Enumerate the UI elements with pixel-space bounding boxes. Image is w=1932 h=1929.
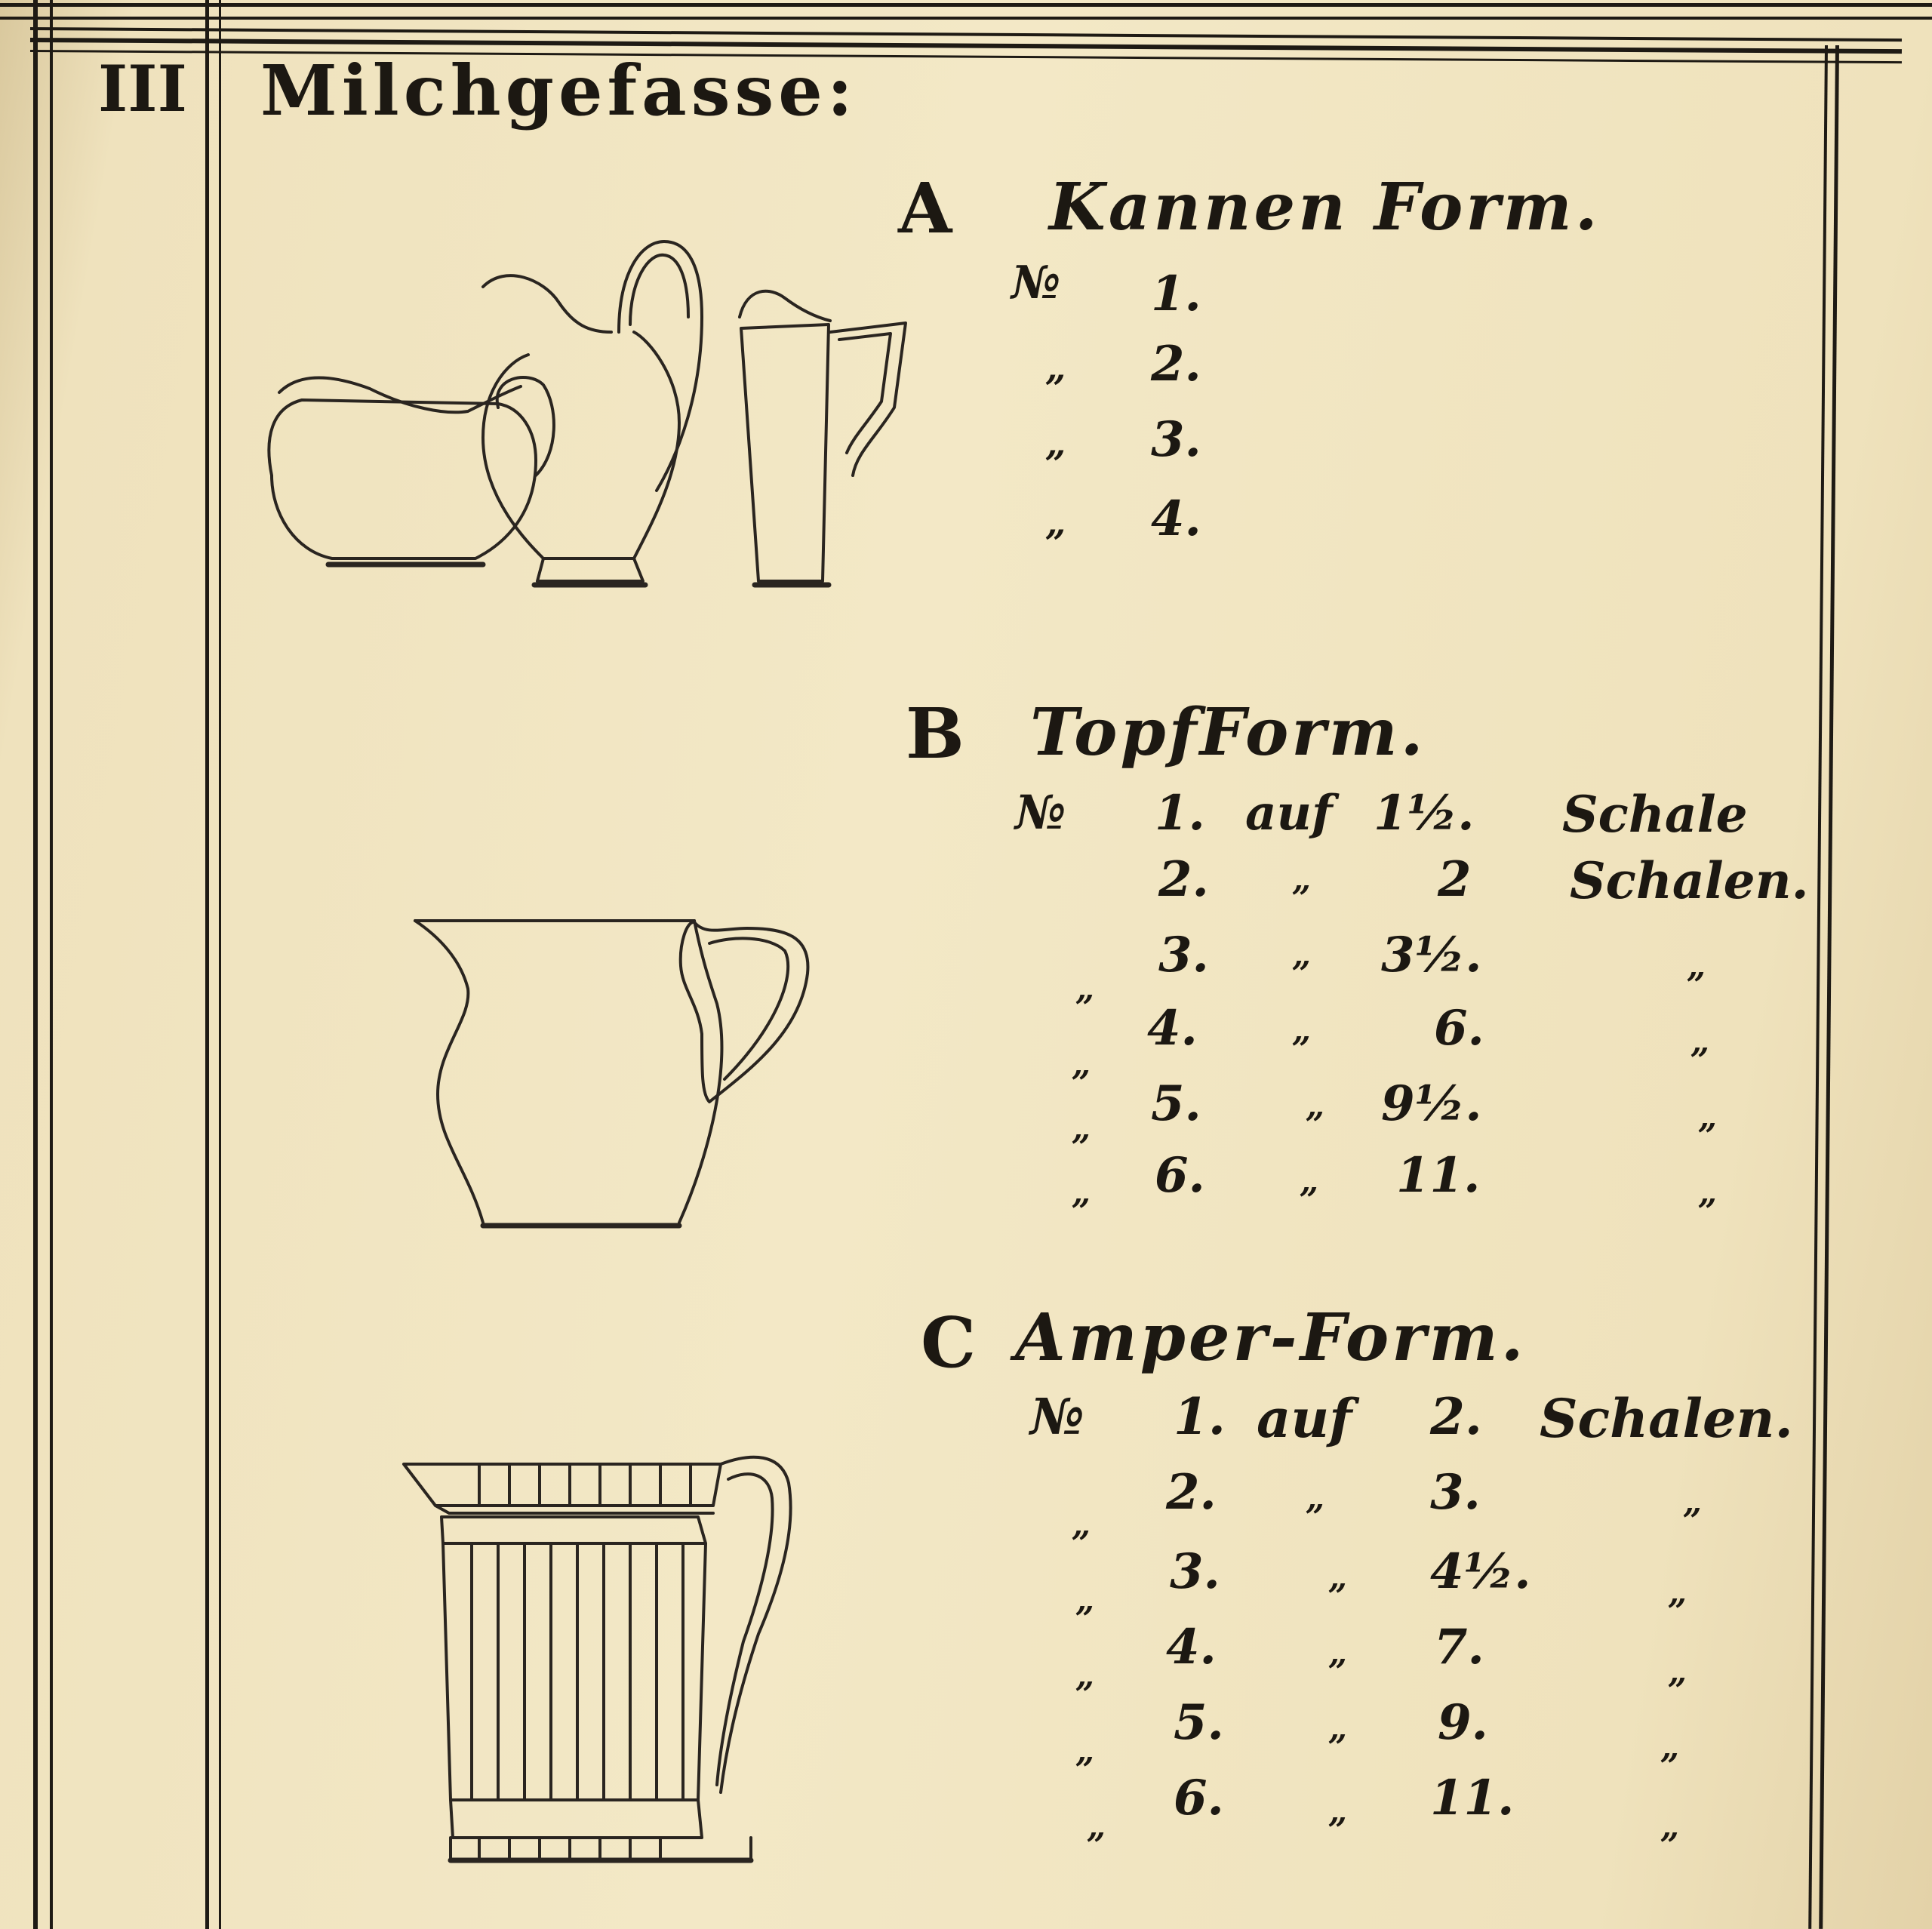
size-number: 5. (1174, 1694, 1224, 1751)
list-marker: № (1011, 257, 1061, 309)
top-border-line (0, 17, 1932, 20)
group-letter: C (921, 1302, 977, 1383)
size-number: 1. (1174, 1387, 1226, 1446)
ditto-mark: „ (1045, 502, 1066, 544)
ditto-mark: „ (1698, 1174, 1718, 1212)
capacity-value: 3. (1430, 1464, 1481, 1521)
top-border-line (0, 3, 1932, 7)
group-title: TopfForm. (1030, 694, 1426, 771)
size-number: 2. (1166, 1464, 1217, 1521)
size-number: 5. (1151, 1075, 1201, 1132)
ditto-mark: „ (1328, 1558, 1348, 1597)
unit-label: Schale (1562, 785, 1748, 844)
ditto-mark: „ (1690, 1023, 1710, 1061)
size-number: 4. (1147, 1000, 1198, 1057)
size-number: 1. (1155, 785, 1205, 841)
capacity-value: 1½. (1374, 785, 1475, 841)
capacity-value: 9. (1438, 1694, 1488, 1751)
ditto-mark: „ (1328, 1792, 1348, 1831)
ditto-mark: „ (1075, 970, 1095, 1008)
capacity-value: 3½. (1381, 927, 1482, 983)
left-border-line (33, 0, 38, 1929)
ditto-mark: „ (1087, 1807, 1106, 1846)
capacity-value: 2. (1430, 1387, 1482, 1446)
ditto-mark: „ (1660, 1807, 1680, 1846)
size-number: 4. (1151, 491, 1201, 547)
ditto-mark: „ (1306, 1479, 1325, 1518)
size-number: 3. (1151, 411, 1201, 468)
ditto-mark: „ (1292, 1011, 1312, 1050)
ditto-mark: „ (1698, 1098, 1718, 1137)
auf-label: auf (1257, 1387, 1352, 1450)
ditto-mark: „ (1045, 423, 1066, 465)
ditto-mark: „ (1300, 1162, 1319, 1201)
list-marker: № (1030, 1387, 1084, 1446)
size-number: 3. (1158, 927, 1209, 983)
ditto-mark: „ (1687, 947, 1706, 986)
ditto-mark: „ (1072, 1506, 1091, 1544)
capacity-value: 11. (1396, 1147, 1481, 1204)
column-divider (205, 0, 209, 1929)
capacity-value: 6. (1434, 1000, 1484, 1057)
ditto-mark: „ (1045, 347, 1066, 389)
ditto-mark: „ (1075, 1732, 1095, 1771)
ditto-mark: „ (1306, 1087, 1325, 1125)
group-letter: A (898, 168, 952, 249)
ditto-mark: „ (1072, 1174, 1091, 1212)
capacity-value: 7. (1434, 1619, 1484, 1675)
amper-form-illustration (396, 1445, 804, 1868)
ditto-mark: „ (1075, 1657, 1095, 1695)
group-title: Amper-Form. (1015, 1300, 1527, 1376)
ditto-mark: „ (1683, 1483, 1703, 1521)
capacity-value: 11. (1430, 1770, 1515, 1826)
unit-label: Schalen. (1570, 851, 1809, 910)
ditto-mark: „ (1075, 1581, 1095, 1620)
ditto-mark: „ (1660, 1728, 1680, 1767)
left-border-line (50, 0, 53, 1929)
list-marker: № (1015, 785, 1066, 840)
auf-label: auf (1245, 785, 1333, 841)
topf-form-illustration (408, 913, 830, 1230)
group-letter: B (906, 693, 964, 774)
ditto-mark: „ (1292, 936, 1312, 974)
ditto-mark: „ (1328, 1709, 1348, 1748)
ditto-mark: „ (1668, 1574, 1687, 1612)
ditto-mark: „ (1072, 1109, 1091, 1148)
ditto-mark: „ (1072, 1045, 1091, 1084)
group-title: Kannen Form. (1049, 169, 1601, 245)
size-number: 3. (1170, 1543, 1220, 1600)
section-numeral: III (98, 51, 187, 126)
size-number: 6. (1155, 1147, 1205, 1204)
section-title: Milchgefasse: (260, 50, 857, 131)
unit-label: Schalen. (1540, 1387, 1793, 1450)
capacity-value: 9½. (1381, 1075, 1482, 1132)
size-number: 6. (1174, 1770, 1224, 1826)
column-divider (219, 0, 221, 1929)
size-number: 4. (1166, 1619, 1217, 1675)
size-number: 2. (1151, 336, 1201, 392)
ditto-mark: „ (1668, 1653, 1687, 1691)
size-number: 2. (1158, 851, 1209, 908)
size-number: 1. (1151, 266, 1201, 322)
kannen-form-illustration (257, 226, 996, 604)
ditto-mark: „ (1328, 1634, 1348, 1672)
capacity-value: 4½. (1430, 1543, 1531, 1600)
capacity-value: 2 (1438, 851, 1472, 908)
ditto-mark: „ (1292, 860, 1312, 899)
